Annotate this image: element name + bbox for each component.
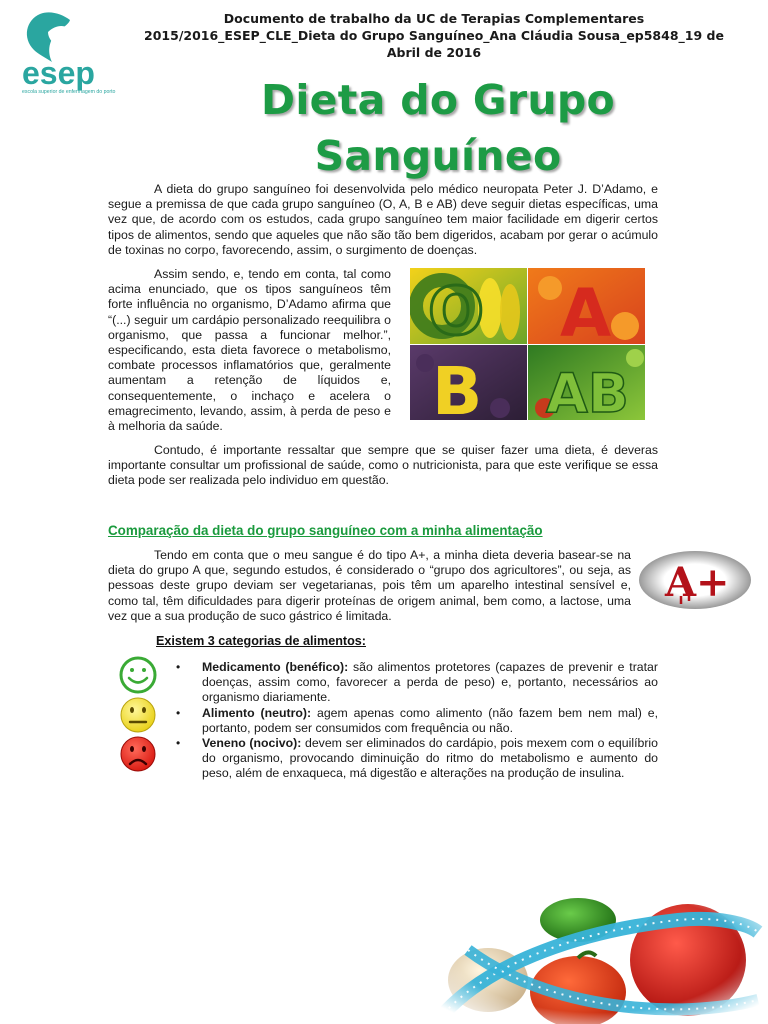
list-item [176, 706, 658, 736]
collage-letter-ab: AB [546, 362, 629, 420]
a-plus-label: A+ [665, 559, 730, 606]
neutral-face-icon [118, 695, 158, 735]
influence-paragraph: Assim sendo, e, tendo em conta, tal como acima enunciado, que os tipos sanguíneos têm forte influência no organismo, D’Adamo afirma que “(...) seguir um cardápio personalizado reequilibra o organismo, que passa a funcionar melhor.”, especificando, esta dieta favorece o metabolismo, combate processos inflamatórios que, geralmente aumentam a retenção de líquidos e, consequentemente, o inchaço e acelera o emagrecimento, levando, assim, à perda de peso e à melhoria da saúde. [108, 267, 391, 434]
category-term: Veneno (nocivo): [202, 736, 302, 751]
sad-face-icon [118, 734, 158, 774]
page-title: Dieta do Grupo Sanguíneo [260, 76, 615, 180]
categories-title: Existem 3 categorias de alimentos: [156, 634, 366, 648]
document-header: Documento de trabalho da UC de Terapias Complementares 2015/2016_ESEP_CLE_Dieta do Grupo Sanguíneo_Ana Cláudia Sousa_ep5848_19 de Abril de 2016 [144, 11, 724, 60]
bullet-icon: • [176, 736, 181, 751]
blood-type-paragraph: Tendo em conta que o meu sangue é do tipo A+, a minha dieta deveria basear-se na dieta do grupo A que, segundo estudos, é considerado o “grupo dos agricultores”, ou seja, as pessoas deste grupo deviam ser vegetarianas, pois têm um aparelho intestinal sensível e, como tal, têm dificuldades para digerir proteínas de origem animal, bem como, a lactose, uma vez que a sua produção de suco gástrico é limitada. [108, 548, 631, 623]
category-term: Alimento (neutro): [202, 705, 312, 720]
logo-subtext: escola superior de enfermagem do porto [22, 89, 116, 95]
list-item [176, 736, 658, 782]
collage-letter-o: O [428, 273, 485, 350]
category-description: agem apenas como alimento (não fazem bem nem mal) e, portanto, podem ser consumidos com frequência ou não. [202, 705, 658, 735]
happy-face-icon [118, 655, 158, 695]
a-plus-blood-icon [637, 548, 753, 612]
esep-logo [18, 10, 118, 105]
collage-letter-b: B [432, 353, 483, 420]
categories-list [176, 660, 658, 782]
category-description: são alimentos protetores (capazes de prevenir e tratar doenças, assim como, favorecer a perda de peso) e, portanto, necessários ao organismo diariamente. [202, 660, 658, 705]
bullet-icon: • [176, 705, 181, 720]
category-description: devem ser eliminados do cardápio, pois mexem com o equilíbrio do organismo, provocando diminuição do ritmo do metabolismo e aumento do peso, além de enxaqueca, má digestão e alterações na produção de insulina. [202, 736, 658, 781]
advice-paragraph: Contudo, é importante ressaltar que sempre que se quiser fazer uma dieta, é deveras importante consultar um profissional de saúde, como o nutricionista, para que este verifique se essa dieta pode ser realizada pelo individuo em questão. [108, 443, 658, 488]
list-item [176, 660, 658, 706]
blood-type-food-collage [410, 268, 645, 420]
category-term: Medicamento (benéfico): [202, 660, 349, 674]
bullet-icon: • [176, 660, 181, 674]
intro-paragraph: A dieta do grupo sanguíneo foi desenvolvida pelo médico neuropata Peter J. D’Adamo, e segue a premissa de que cada grupo sanguíneo (O, A, B e AB) deve seguir dietas específicas, uma vez que, de acordo com os estudos, cada grupo sanguíneo tem maior facilidade em digerir certos tipos de alimentos, sendo que aqueles que não são tão bem digeridos, acabam por gerar o acúmulo de toxinas no corpo, favorecendo, assim, o surgimento de doenças. [108, 182, 658, 257]
section-heading: Comparação da dieta do grupo sanguíneo com a minha alimentação [108, 523, 543, 538]
collage-letter-a: A [560, 275, 612, 352]
logo-text: esep [22, 55, 95, 91]
vegetables-measuring-tape-image [428, 880, 768, 1024]
